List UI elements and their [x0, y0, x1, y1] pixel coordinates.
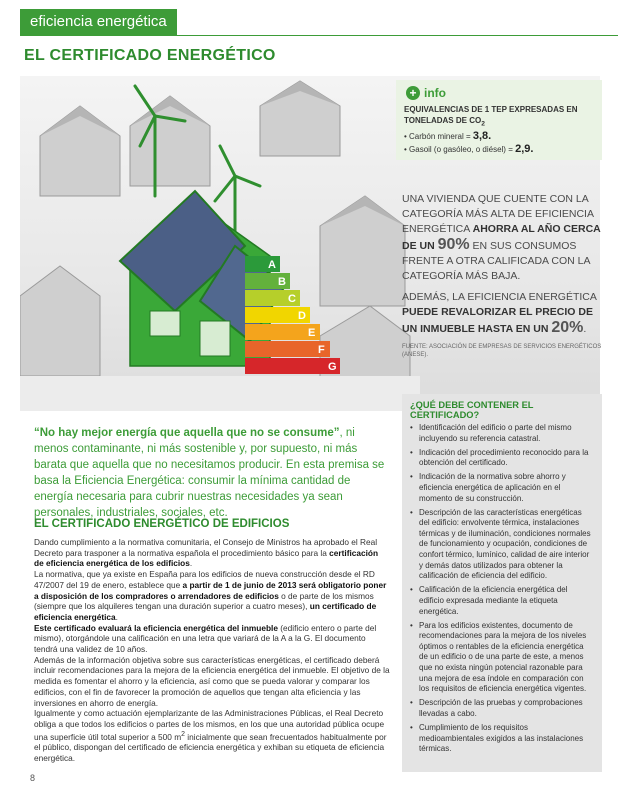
energy-letter-a: A — [268, 259, 276, 271]
energy-letter-b: B — [278, 276, 286, 288]
info-box — [396, 80, 602, 160]
body-paragraph: La normativa, que ya existe en España para los edificios de nueva construcción desde el RD 47/2007 del 19 de enero, establece que a partir de 1 de junio de 2013 será obligatorio poner a disposición de los compradores o arrendadores de edificios o de parte de los mismos (siempre que los alquileres tengan una duración superior a cuatro meses), un certificado de eficiencia energética. — [34, 569, 387, 622]
section-divider — [20, 35, 618, 36]
body-paragraph: Este certificado evaluará la eficiencia energética del inmueble (edificio entero o parte del mismo), otorgándole una calificación en una letra que variará de la A a la G. El documento tendrá una validez de 10 años. — [34, 622, 377, 655]
energy-letter-f: F — [318, 344, 325, 356]
list-item: • Descripción de las pruebas y comprobaciones llevadas a cabo. — [410, 698, 594, 719]
body-text — [34, 537, 390, 764]
info-label: info — [424, 86, 446, 100]
section-heading: EL CERTIFICADO ENERGÉTICO DE EDIFICIOS — [34, 518, 290, 530]
plus-icon: + — [406, 86, 420, 100]
callout-savings: UNA VIVIENDA QUE CUENTE CON LA CATEGORÍA MÁS ALTA DE EFICIENCIA ENERGÉTICA AHORRA AL AÑO CERCA DE UN 90% EN SUS CONSUMOS FRENTE A OTRA CALIFICADA CON LA CATEGORÍA MÁS BAJA. — [402, 193, 601, 282]
info-item-gasoil: • Gasoil (o gasóleo, o diésel) = 2,9. — [404, 142, 534, 155]
list-item: • Identificación del edificio o parte del mismo incluyendo su referencia catastral. — [410, 423, 594, 444]
side-panel-title: ¿QUÉ DEBE CONTENER EL CERTIFICADO? — [410, 400, 534, 420]
certificate-contents-panel — [402, 394, 602, 772]
list-item: • Indicación del procedimiento reconocido para la obtención del certificado. — [410, 448, 594, 469]
info-item-coal: • Carbón mineral = 3,8. — [404, 129, 492, 142]
section-tab: eficiencia energética — [20, 9, 177, 35]
callout-source: FUENTE: ASOCIACIÓN DE EMPRESAS DE SERVICIOS ENERGÉTICOS (ANESE). — [402, 344, 602, 358]
highlight-callout — [402, 192, 602, 359]
intro-quote: “No hay mejor energía que aquella que no se consume”, ni menos contaminante, ni más sostenible y, por supuesto, ni más barata que aquella que no necesitamos producir. En esta premisa se basa la Eficiencia Energética: consumir la mínima cantidad de energía necesaria para cubrir nuestras necesidades ya sean personales, industriales, sociales, etc. — [34, 427, 385, 519]
energy-letter-d: D — [298, 310, 306, 322]
body-paragraph: Además de la información objetiva sobre sus características energéticas, el certificado deberá incluir recomendaciones para la mejora de la eficiencia energética del inmueble. El objetivo de la medida es fomentar el ahorro y la eficiencia, así como que se pueda valorar y comparar los edificios, con el fin de favorecer la promoción de aquellos que tengan alta eficiencia y las inversiones en ahorro de energía. — [34, 654, 390, 708]
list-item: • Descripción de las características energéticas del edificio: envolvente térmica, instalaciones térmicas y de iluminación, condiciones normales de funcionamiento y ocupación, condiciones de confort térmico, lumínico, calidad de aire interior y demás datos utilizados para obtener la calificación de eficiencia del edificio. — [410, 508, 594, 582]
list-item: • Indicación de la normativa sobre ahorro y eficiencia energética de aplicación en el momento de su construcción. — [410, 472, 594, 504]
info-title: EQUIVALENCIAS DE 1 TEP EXPRESADAS EN TONELADAS DE $CO_2$ — [404, 105, 578, 128]
page-title: EL CERTIFICADO ENERGÉTICO — [24, 47, 276, 64]
energy-letter-c: C — [288, 293, 296, 305]
callout-revaluation: ADEMÁS, LA EFICIENCIA ENERGÉTICA PUEDE REVALORIZAR EL PRECIO DE UN INMUEBLE HASTA EN UN 20%. — [402, 291, 597, 336]
energy-letter-e: E — [308, 327, 316, 339]
page-number: 8 — [30, 773, 36, 783]
body-paragraph: Dando cumplimiento a la normativa comunitaria, el Consejo de Ministros ha aprobado el Real Decreto para trasponer a la normativa española el procedimiento básico para la certificación de eficiencia energética de los edificios. — [34, 537, 379, 569]
side-panel-list — [410, 423, 594, 755]
list-item: • Para los edificios existentes, documento de recomendaciones para la mejora de los niveles óptimos o rentables de la eficiencia energética de un edificio o de una parte de este, a menos que no exista ningún potencial razonable para una mejora de esa índole en comparación con los requisitos de eficiencia energética vigentes. — [410, 621, 594, 695]
body-paragraph: Igualmente y como actuación ejemplarizante de las Administraciones Públicas, el Real Decreto obliga a que todos los edificios o partes de los mismos, en los que una autoridad pública ocupe una superficie útil total superior a 500 $m^2$ inicialmente que sean frecuentados habitualmente por el público, dispongan del certificado de eficiencia energética y exhiban su etiqueta de eficiencia energética. — [34, 708, 387, 763]
list-item: • Cumplimiento de los requisitos medioambientales exigidos a las instalaciones térmicas. — [410, 723, 594, 755]
list-item: • Calificación de la eficiencia energética del edificio expresada mediante la etiqueta energética. — [410, 585, 594, 617]
energy-letter-g: G — [328, 361, 337, 373]
